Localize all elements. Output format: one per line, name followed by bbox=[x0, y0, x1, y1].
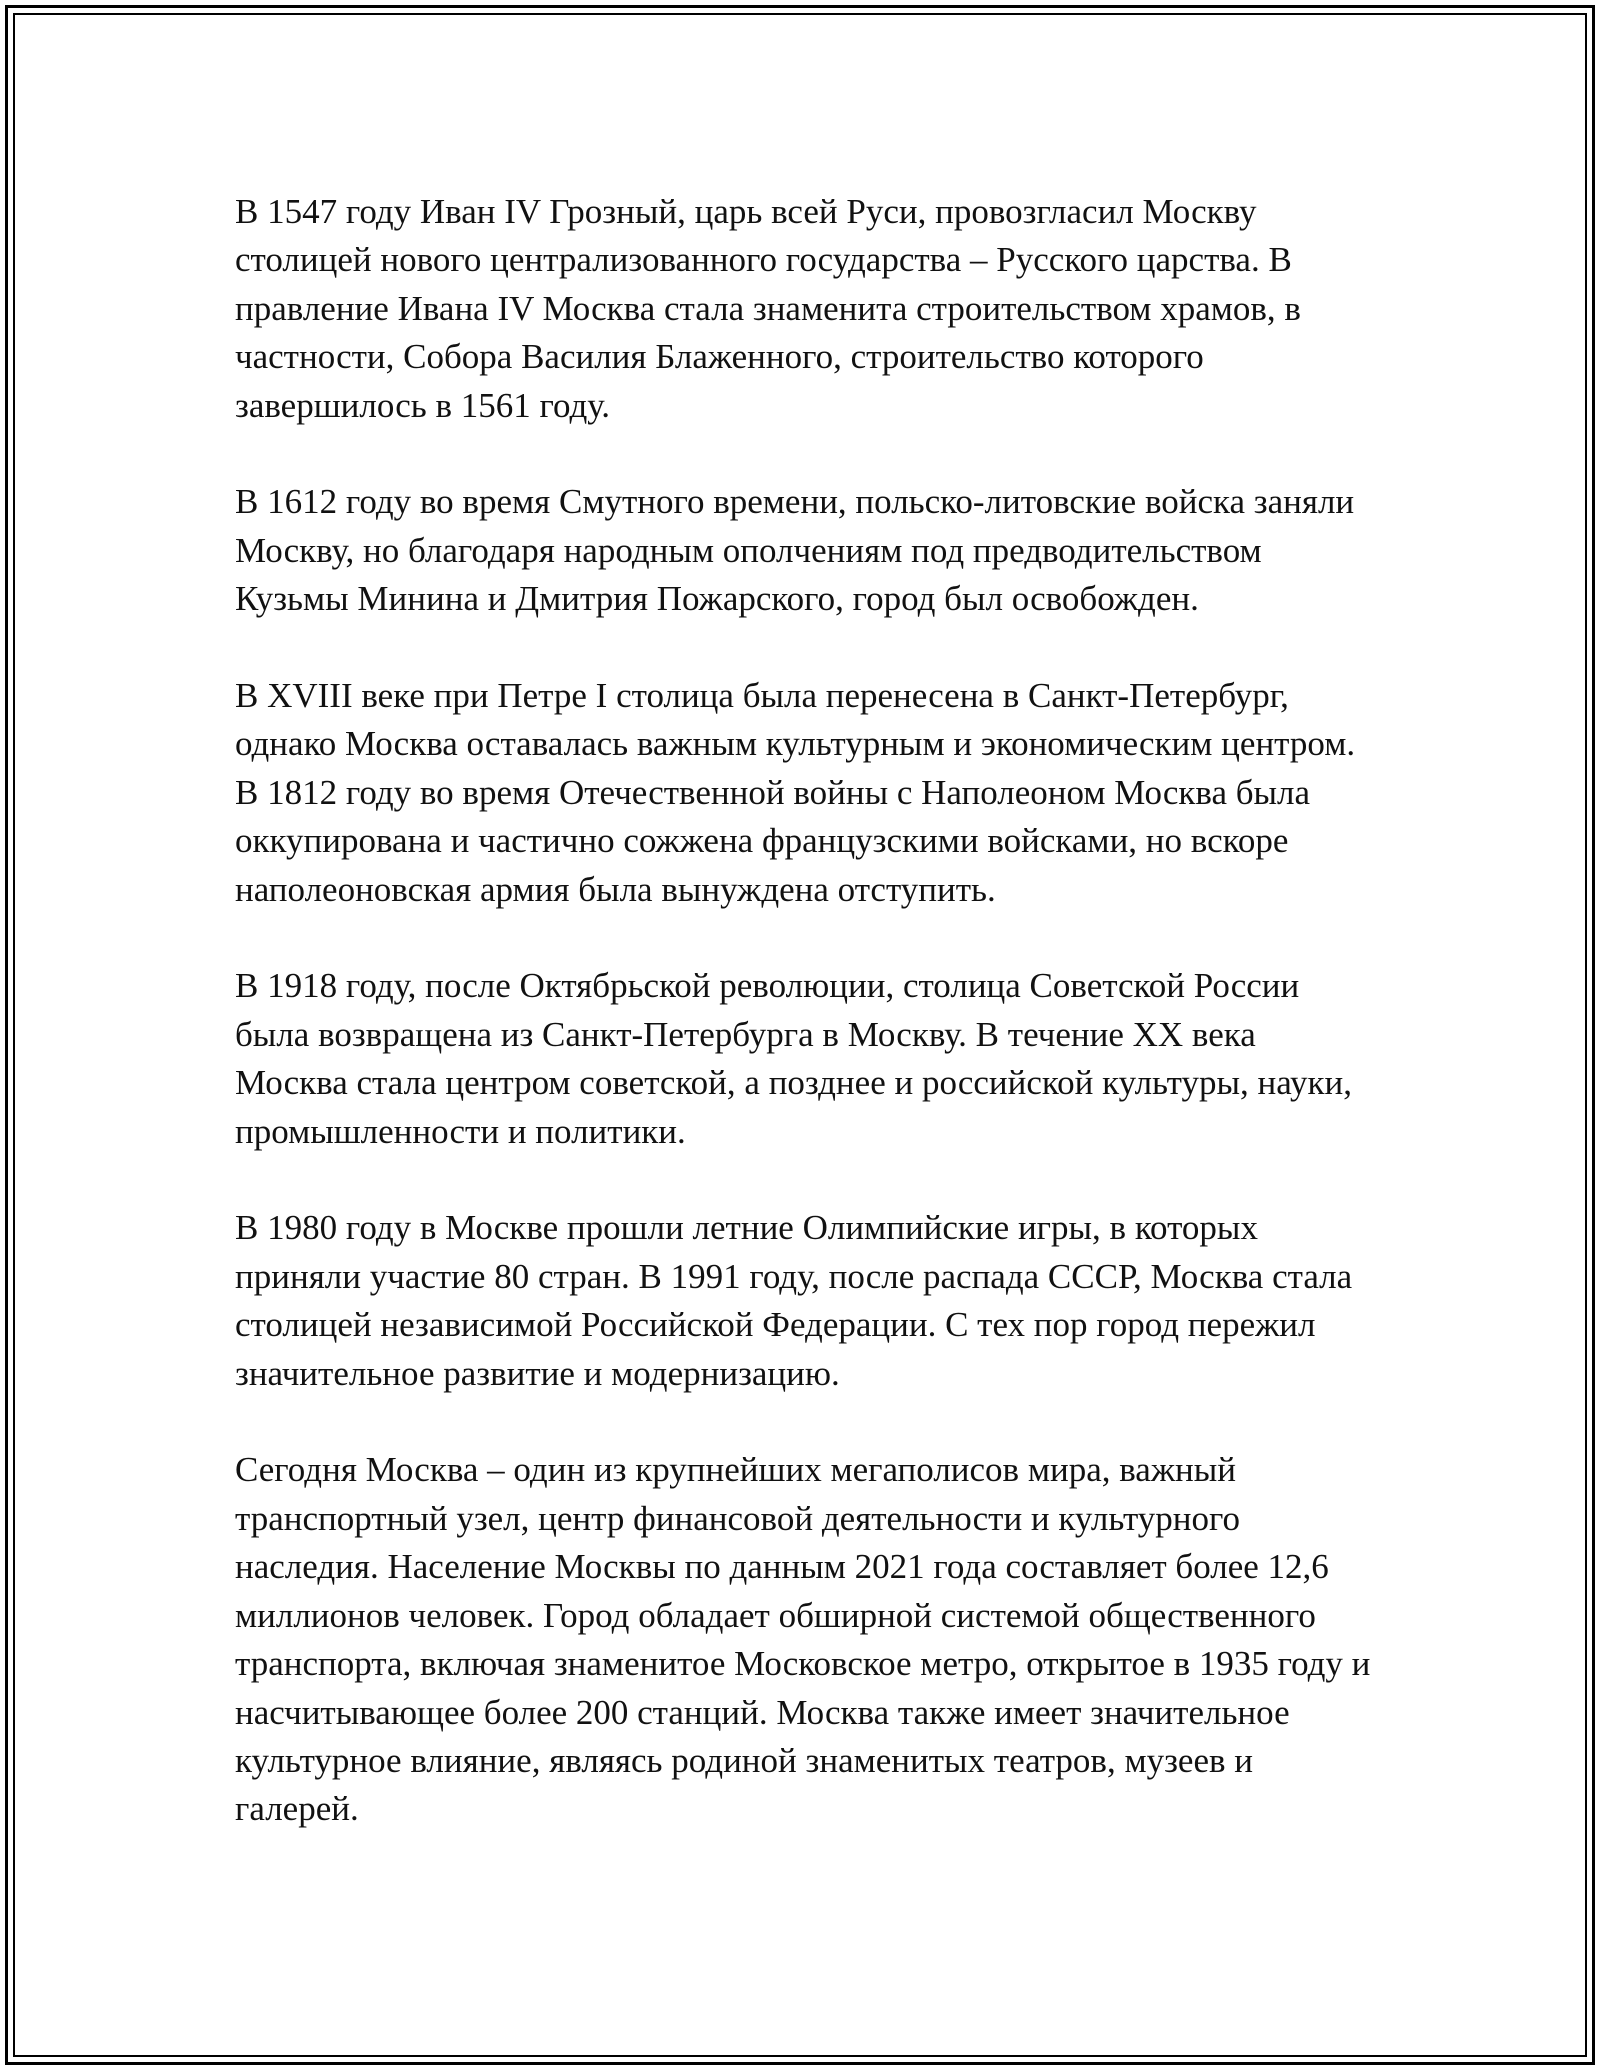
paragraph-3: В XVIII веке при Петре I столица была перенесена в Санкт-Петербург, однако Москва оставалась важным культурным и экономическим центром. В 1812 году во время Отечественной войны с Наполеоном Москва была оккупирована и частично сожжена французскими войсками, но вскоре наполеоновская армия была вынуждена отступить. bbox=[235, 676, 1356, 909]
document-body bbox=[235, 188, 1375, 1834]
paragraph-6: Сегодня Москва – один из крупнейших мегаполисов мира, важный транспортный узел, центр финансовой деятельности и культурного наследия. Население Москвы по данным 2021 года составляет более 12,6 миллионов человек. Город обладает обширной системой общественного транспорта, включая знаменитое Московское метро, открытое в 1935 году и насчитывающее более 200 станций. Москва также имеет значительное культурное влияние, являясь родиной знаменитых театров, музеев и галерей. bbox=[235, 1450, 1371, 1829]
paragraph-1: В 1547 году Иван IV Грозный, царь всей Руси, провозгласил Москву столицей нового централизованного государства – Русского царства. В правление Ивана IV Москва стала знаменита строительством храмов, в частности, Собора Василия Блаженного, строительство которого завершилось в 1561 году. bbox=[235, 192, 1301, 425]
paragraph-4: В 1918 году, после Октябрьской революции, столица Советской России была возвращена из Санкт-Петербурга в Москву. В течение XX века Москва стала центром советской, а позднее и российской культуры, науки, промышленности и политики. bbox=[235, 966, 1352, 1151]
paragraph-5: В 1980 году в Москве прошли летние Олимпийские игры, в которых приняли участие 80 стран. В 1991 году, после распада СССР, Москва стала столицей независимой Российской Федерации. С тех пор город пережил значительное развитие и модернизацию. bbox=[235, 1208, 1353, 1393]
paragraph-2: В 1612 году во время Смутного времени, польско-литовские войска заняли Москву, но благодаря народным ополчениям под предводительством Кузьмы Минина и Дмитрия Пожарского, город был освобожден. bbox=[235, 482, 1355, 619]
